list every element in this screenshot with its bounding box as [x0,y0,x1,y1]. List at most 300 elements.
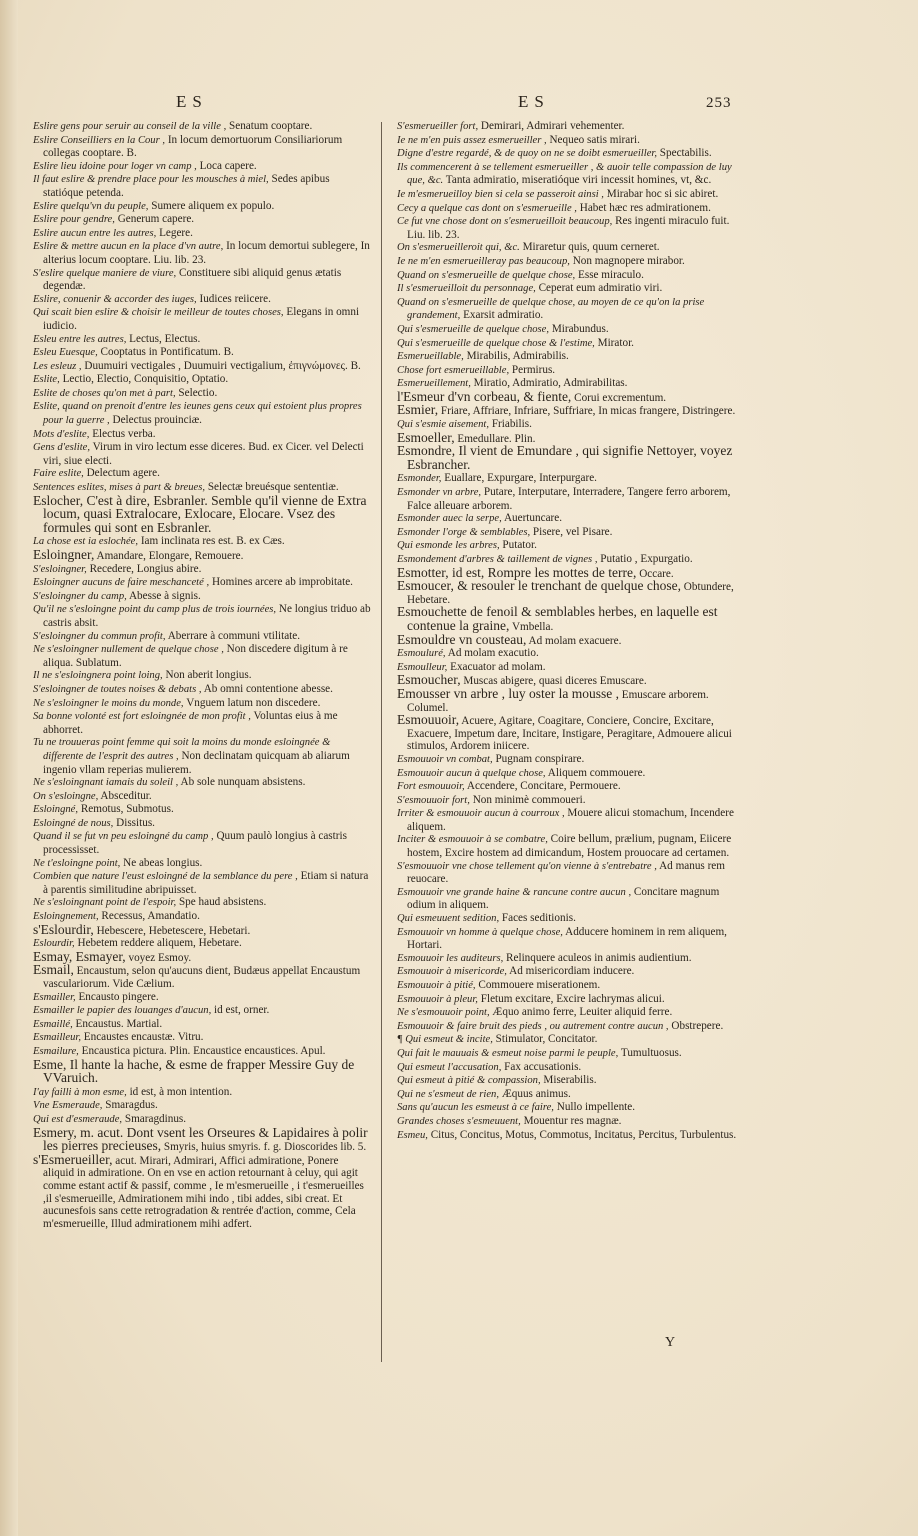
dictionary-entry [397,241,742,255]
entry-translation: Ne longius triduo ab castris absit. [43,603,371,629]
entry-translation: Vmbella. [511,620,554,633]
entry-translation: Absceditur. [100,789,152,802]
dictionary-entry [397,606,742,633]
entry-headword: Esloingner, [33,547,95,562]
entry-translation: Mouere alicui stomachum, Incendere aliquem. [407,807,734,833]
entry-headword: Esmerueillement, [397,378,471,390]
entry-headword: Esloingné, [33,804,79,816]
entry-headword: I'ay failli à mon esme, [33,1086,127,1098]
entry-headword: Grandes choses s'esmeuuent, [397,1115,521,1127]
dictionary-entry [397,794,742,808]
entry-headword: Esmoucher, [397,672,461,688]
entry-translation: Encaustum, selon qu'aucuns dient, Budæus appellat Encaustum vasculariorum. Vide Cælium. [43,965,361,990]
entry-translation: Iudices reiicere. [199,292,271,305]
entry-translation: Virum in viro lectum esse diceres. Bud. ex Cicer. vel Delecti viri, siue electi. [43,441,364,467]
dictionary-entry [33,736,371,776]
entry-translation: Aliquem commouere. [547,766,646,779]
column-divider [381,122,382,1362]
entry-headword: Esmouchette de fenoil & semblables herbes, en laquelle est contenue la graine, [397,604,718,633]
dictionary-entry [397,912,742,926]
entry-headword: Qui est d'esmeraude, [33,1113,123,1125]
dictionary-entry [33,467,371,481]
dictionary-entry [397,147,742,161]
entry-headword: Eslite, [33,374,60,386]
dictionary-entry [397,647,742,661]
entry-translation: Miraretur quis, quum cerneret. [522,241,660,254]
dictionary-entry [33,213,371,227]
entry-translation: Res ingenti miraculo fuit. Liu. lib. 23. [407,215,730,241]
entry-translation: Mirabar hoc si sic abiret. [606,187,719,200]
entry-translation: Encaustes encaustæ. Vitru. [83,1031,204,1044]
page-spine-shadow [0,0,18,1536]
entry-translation: Fax accusationis. [504,1060,582,1073]
entry-headword: La chose est ia eslochée, [33,536,139,548]
entry-translation: Ne abeas longius. [123,856,203,869]
entry-translation: Fletum excitare, Excire lachrymas alicui. [480,992,665,1005]
dictionary-entry [397,364,742,378]
dictionary-entry [397,188,742,202]
entry-headword: Esmouuoir aucun à quelque chose, [397,767,546,779]
dictionary-entry [397,685,742,714]
entry-headword: Esmoucer, & resouler le trenchant de quelque chose, [397,578,681,594]
entry-translation: Encausto pingere. [78,990,159,1003]
dictionary-entry [33,669,371,683]
entry-headword: On s'esloingne, [33,790,99,802]
entry-headword: Il ne s'esloingnera point loing, [33,670,163,682]
dictionary-entry [33,227,371,241]
entry-translation: Homines arcere ab improbitate. [211,576,353,589]
signature-mark: Y [665,1335,676,1350]
dictionary-entry [33,790,371,804]
entry-translation: Emedullare. Plin. [457,432,536,445]
entry-headword: Sans qu'aucun les esmeust à ce faire, [397,1102,554,1114]
entry-headword: S'esloingner de toutes noises & debats , [33,683,202,695]
dictionary-entry [397,1033,742,1047]
entry-headword: Eslite, quand on prenoit d'entre les ieunes gens ceux qui estoient plus propres pour la guerre , [33,401,362,427]
entry-translation: Delectum agere. [86,467,160,480]
entry-translation: Demirari, Admirari vehementer. [480,120,625,132]
entry-translation: Hebescere, Hebetescere, Hebetari. [96,924,251,937]
entry-headword: Ne s'esloingnant point de l'espoir, [33,897,177,909]
dictionary-entry [33,1018,371,1032]
entry-headword: Esmouuoir vn combat, [397,753,493,765]
dictionary-entry [33,830,371,856]
entry-headword: Qui s'esmerueille de quelque chose, [397,323,550,335]
entry-translation: Iam inclinata res est. B. ex Cæs. [140,535,285,548]
entry-headword: Esmonder, [397,473,442,485]
dictionary-entry [397,445,742,472]
entry-translation: Recessus, Amandatio. [101,910,200,923]
entry-headword: Faire eslite, [33,468,84,480]
entry-headword: Esmouuoir & faire bruit des pieds , ou autrement contre aucun , [397,1020,669,1032]
entry-headword: Qui ne s'esmeut de rien, [397,1088,500,1100]
entry-headword: s'Eslourdir, [33,921,94,937]
entry-headword: Ne s'esloingnant iamais du soleil , [33,777,179,789]
entry-headword: Quand on s'esmerueille de quelque chose, [397,269,576,281]
entry-headword: Esmeu, [397,1129,428,1141]
entry-headword: Esmery, m. acut. Dont vsent les Orseures & Lapidaires à polir les pierres precieuses, [33,1124,368,1154]
dictionary-entry [33,267,371,293]
entry-translation: Dissitus. [116,816,155,829]
entry-translation: Smyris, huius smyris. f. g. Dioscorides lib. 5. [163,1141,367,1154]
entry-translation: Acuere, Agitare, Coagitare, Conciere, Concire, Excitare, Exacuere, Impetum dare, Incitare, Instigare, Peragitare, Admouere alicui stimulos, Ardorem iniicere. [407,715,732,753]
dictionary-entry [397,388,742,405]
entry-headword: S'esloingner du camp, [33,590,127,602]
entry-headword: Ils commencerent à se tellement esmerueiller , & auoir telle compassion de luy que, &c. [397,161,732,187]
entry-headword: Combien que nature l'eust esloingné de la semblance du pere , [33,871,298,883]
entry-headword: Les esleuz , [33,360,82,372]
dictionary-entry [33,857,371,871]
dictionary-entry [397,350,742,364]
dictionary-entry [33,643,371,669]
entry-translation: Recedere, Longius abire. [89,562,202,575]
dictionary-entry [397,1006,742,1020]
entry-headword: Esloingnement, [33,911,99,923]
entry-translation: Non aberit longius. [165,669,252,682]
dictionary-entry [33,306,371,332]
entry-headword: Esmouuoir les auditeurs, [397,952,504,964]
dictionary-entry [33,360,371,374]
page-number: 253 [706,95,732,111]
dictionary-entry [397,886,742,912]
dictionary-entry [397,134,742,148]
dictionary-entry [33,373,371,387]
entry-headword: Esmouuoir vn homme à quelque chose, [397,926,563,938]
dictionary-entry [397,1088,742,1102]
entry-translation: Euallare, Expurgare, Interpurgare. [444,472,597,485]
dictionary-entry [397,337,742,351]
dictionary-entry [33,333,371,347]
entry-translation: Pugnam conspirare. [495,752,585,765]
entry-translation: id est, orner. [214,1004,270,1017]
entry-headword: Sentences eslites, mises à part & breues, [33,482,206,494]
entry-headword: Esmouuoir vne grande haine & rancune contre aucun , [397,886,632,898]
entry-headword: Esmailler, [33,991,76,1003]
entry-headword: Irriter & esmouuoir aucun à courroux , [397,808,565,820]
entry-translation: Auertuncare. [503,512,563,525]
entry-headword: Gens d'eslite, [33,442,90,454]
entry-headword: Esme, Il hante la hache, & esme de frapper Messire Guy de VVaruich. [33,1056,355,1086]
entry-translation: Non minimè commoueri. [472,793,586,806]
dictionary-entry [33,441,371,467]
entry-headword: Eslire Conseilliers en la Cour , [33,134,166,146]
dictionary-entry [397,1074,742,1088]
dictionary-entry [33,293,371,307]
entry-headword: Esleu entre les autres, [33,333,127,345]
dictionary-entry [33,428,371,442]
dictionary-entry [397,926,742,952]
dictionary-entry [397,282,742,296]
entry-headword: Tu ne trouueras point femme qui soit la moins du monde esloingnée & differente de l'esprit des autres , [33,737,331,762]
entry-translation: Tanta admiratio, miseratióque viri incessit homines, vt, &c. [445,174,712,187]
dictionary-entry [33,576,371,590]
entry-headword: Esmondement d'arbres & taillement de vignes , [397,554,598,565]
entry-translation: Generum capere. [117,213,195,226]
entry-translation: Ceperat eum admiratio viri. [538,282,663,295]
entry-translation: Non discedere digitum à re aliqua. Sublatum. [43,643,348,669]
dictionary-entry [33,921,371,938]
entry-headword: Digne d'estre regardé, & de quoy on ne se doibt esmerueiller, [397,148,657,160]
entry-headword: Inciter & esmouuoir à se combatre, [397,834,548,846]
dictionary-entry [33,776,371,790]
entry-translation: Obstrepere. [671,1019,724,1032]
entry-translation: Electus verba. [92,427,156,440]
entry-translation: Stimulator, Concitator. [495,1033,598,1046]
dictionary-entry [33,590,371,604]
entry-translation: Miratio, Admiratio, Admirabilitas. [473,377,628,390]
entry-translation: Miserabilis. [543,1074,597,1087]
entry-translation: Obtundere, Hebetare. [407,581,734,606]
entry-headword: Esmoulleur, [397,661,448,673]
entry-translation: Exacuator ad molam. [450,660,546,673]
entry-headword: Ce fut vne chose dont on s'esmerueilloit beaucoup, [397,216,613,228]
running-head-left: ES [176,92,208,111]
entry-translation: Ad manus rem reuocare. [407,859,725,886]
dictionary-entry [33,710,371,736]
entry-translation: Mirabilis, Admirabilis. [466,350,569,363]
dictionary-entry [33,630,371,644]
dictionary-entry [33,803,371,817]
dictionary-entry [33,400,371,427]
entry-headword: Eslire gens pour seruir au conseil de la ville , [33,121,227,132]
dictionary-entry [397,860,742,886]
dictionary-entry [33,697,371,711]
entry-headword: ¶ Qui esmeut & incite, [397,1034,493,1046]
entry-headword: Esmailure, [33,1045,79,1057]
entry-headword: Esmotter, id est, Rompre les mottes de terre, [397,564,637,580]
entry-headword: Eslocher, C'est à dire, Esbranler. Semble qu'il vienne de Extra locum, quasi Extralocare, Exlocare, Elocare. Vsez des formules qui sont en Esbranler. [33,492,367,535]
entry-headword: Fort esmouuoir, [397,781,465,793]
dictionary-entry [397,526,742,540]
entry-translation: Friare, Affriare, Infriare, Suffriare, In micas frangere, Distringere. [440,405,736,418]
entry-headword: Quand on s'esmerueille de quelque chose, au moyen de ce qu'on la prise grandement, [397,296,705,322]
entry-translation: Loca capere. [199,159,257,172]
entry-translation: Faces seditionis. [501,912,576,925]
dictionary-entry [397,580,742,606]
entry-translation: Coire bellum, prælium, pugnam, Eiicere hostem, Excire hostem ad dimicandum, Hostem prouocare ad certamen. [407,833,732,860]
entry-translation: Spectabilis. [659,147,712,160]
entry-headword: Esmerueillable, [397,351,464,363]
entry-headword: Esmouldre vn cousteau, [397,631,527,647]
entry-translation: Smaragdus. [105,1099,158,1112]
entry-translation: Nullo impellente. [556,1101,636,1114]
entry-translation: Mirabundus. [551,322,609,335]
entry-headword: Qui scait bien eslire & choisir le meilleur de toutes choses, [33,307,284,319]
dictionary-entry [397,512,742,526]
entry-translation: Accendere, Concitare, Permouere. [466,780,621,793]
entry-headword: l'Esmeur d'vn corbeau, & fiente, [397,388,572,404]
entry-translation: Permirus. [511,363,556,376]
dictionary-entry [33,160,371,174]
entry-translation: Constituere sibi aliquid genus ætatis degendæ. [43,266,342,293]
entry-headword: Ne s'esmouuoir point, [397,1007,490,1019]
entry-translation: Etiam si natura à parentis similitudine abripuisset. [43,870,369,896]
dictionary-entry [33,1056,371,1086]
entry-headword: Chose fort esmerueillable, [397,364,510,376]
dictionary-entry [397,952,742,966]
dictionary-entry [397,1129,742,1143]
entry-translation: In locum demortuorum Consiliariorum collegas cooptare. B. [43,133,343,160]
entry-headword: Ie ne m'en puis assez esmerueiller , [397,134,547,146]
entry-translation: Aberrare à communi vtilitate. [167,629,301,642]
entry-translation: Nequeo satis mirari. [549,133,640,146]
entry-translation: Exarsit admiratio. [463,309,544,322]
entry-headword: Esmaillé, [33,1018,73,1030]
entry-translation: Sedes apibus statióque petenda. [43,173,330,199]
dictionary-entry [397,1115,742,1129]
dictionary-entry [33,200,371,214]
entry-headword: S'esloingner du commun profit, [33,630,166,642]
entry-headword: Ne s'esloingner le moins du monde, [33,697,184,709]
entry-translation: Duumuiri vectigales , Duumuiri vectigalium, ἐπιγνώμονες. B. [84,359,361,372]
entry-translation: Encaustica pictura. Plin. Encaustice encaustices. Apul. [81,1044,326,1057]
entry-headword: Cecy a quelque cas dont on s'esmerueille , [397,202,577,214]
entry-translation: Lectus, Electus. [129,332,201,345]
dictionary-entry [397,215,742,241]
entry-headword: Qui s'esmerueille de quelque chose & l'estime, [397,337,595,349]
entry-translation: Non magnopere mirabor. [572,254,685,267]
dictionary-entry [397,539,742,553]
entry-translation: Æquo animo ferre, Leuiter aliquid ferre. [492,1006,673,1019]
entry-headword: Eslire pour gendre, [33,214,115,226]
entry-headword: s'Esmerueiller, [33,1151,113,1167]
entry-translation: Friabilis. [491,418,532,431]
entry-headword: Qui esmeuuent sedition, [397,913,500,925]
entry-translation: Lectio, Electio, Conquisitio, Optatio. [62,373,229,386]
entry-headword: Emousser vn arbre , luy oster la mousse , [397,685,619,701]
entry-headword: Esmoeller, [397,429,455,445]
entry-translation: Senatum cooptare. [229,120,313,132]
entry-translation: Tumultuosus. [620,1046,682,1059]
entry-translation: Occare. [639,567,674,580]
entry-headword: Esmail, [33,962,74,978]
entry-translation: Amandare, Elongare, Remouere. [96,550,244,562]
dictionary-entry [397,1047,742,1061]
entry-translation: Habet hæc res admirationem. [579,201,711,214]
entry-translation: Smaragdinus. [124,1112,187,1125]
dictionary-entry [33,134,371,160]
entry-headword: Esloingné de nous, [33,817,114,829]
running-head-right: ES [518,92,550,111]
entry-translation: Commouere miserationem. [478,979,601,991]
entry-headword: Esmay, Esmayer, [33,948,126,964]
entry-translation: Selectæ breuésque sententiæ. [207,481,339,494]
dictionary-entry [33,346,371,360]
entry-headword: Ne t'esloingne point, [33,857,121,869]
dictionary-entry [397,979,742,993]
dictionary-entry [397,833,742,859]
dictionary-entry [397,993,742,1007]
entry-translation: Spe haud absistens. [178,896,267,909]
dictionary-entry [33,1099,371,1113]
entry-translation: Ab omni contentione abesse. [203,682,333,695]
dictionary-entry [397,767,742,781]
entry-translation: Elegans in omni iudicio. [43,306,360,332]
entry-translation: Non declinatam quicquam ab aliarum ingenio vllam reperias mulierem. [43,749,350,776]
dictionary-entry [33,896,371,910]
entry-translation: In locum demortui sublegere, In alterius locum cooptare. Liu. lib. 23. [43,240,370,266]
dictionary-entry [397,296,742,323]
entry-translation: Adducere hominem in rem aliquem, Hortari. [407,925,727,952]
dictionary-entry [397,404,742,418]
dictionary-entry [397,120,742,134]
dictionary-entry [397,1061,742,1075]
dictionary-entry [33,1004,371,1018]
dictionary-entry [33,240,371,266]
entry-translation: Ad molam exacutio. [447,647,539,660]
entry-translation: Selectio. [178,386,218,399]
dictionary-entry [397,714,742,753]
left-column [33,120,371,1230]
entry-headword: Eslire quelqu'vn du peuple, [33,200,149,212]
dictionary-entry [33,683,371,697]
entry-headword: S'esmouuoir vne chose tellement qu'on vienne à s'entrebatre , [397,860,657,872]
entry-translation: voyez Esmoy. [128,951,192,964]
entry-translation: Putare, Interputare, Interradere, Tangere ferro arborem, Falce alleuare arborem. [407,486,731,512]
dictionary-entry [397,965,742,979]
dictionary-entry [33,1086,371,1100]
dictionary-entry [33,563,371,577]
entry-headword: Esleu Euesque, [33,347,98,359]
entry-headword: Quand il se fut vn peu esloingné du camp , [33,831,214,843]
entry-headword: Esmonder auec la serpe, [397,513,502,525]
entry-translation: Ad misericordiam inducere. [509,965,635,978]
entry-translation: Putatio , Expurgatio. [600,553,693,565]
dictionary-entry [397,472,742,486]
entry-translation: Esse miraculo. [578,268,644,281]
entry-translation: Pisere, vel Pisare. [532,525,613,538]
entry-translation: Emuscare arborem. Columel. [407,688,709,714]
entry-translation: Muscas abigere, quasi diceres Emuscare. [463,675,647,688]
entry-headword: Eslire lieu idoine pour loger vn camp , [33,160,197,172]
dictionary-entry [33,870,371,896]
dictionary-entry [33,1031,371,1045]
entry-headword: Ne s'esloingner nullement de quelque chose , [33,644,224,656]
entry-translation: Delectus prouinciæ. [112,414,202,427]
dictionary-entry [397,269,742,283]
dictionary-entry [33,549,371,563]
entry-headword: Esmonder l'orge & semblables, [397,526,531,538]
entry-headword: Esmouluré, [397,648,446,660]
entry-headword: S'eslire quelque maniere de viure, [33,267,177,279]
entry-headword: Eslite de choses qu'on met à part, [33,387,176,399]
dictionary-entry [33,492,371,536]
dictionary-entry [397,161,742,188]
dictionary-entry [397,807,742,833]
entry-headword: Qu'il ne s'esloingne point du camp plus de trois iournées, [33,604,277,616]
entry-translation: Mouentur res magnæ. [523,1114,622,1127]
entry-headword: Il s'esmerueilloit du personnage, [397,283,536,295]
entry-translation: Putator. [502,539,537,552]
entry-translation: Voluntas eius à me abhorret. [43,710,338,736]
dictionary-entry [397,753,742,767]
entry-headword: On s'esmerueilleroit qui, &c. [397,242,520,254]
entry-headword: Eslourdir, [33,938,75,950]
entry-headword: Il faut eslire & prendre place pour les mousches à miel, [33,174,269,186]
dictionary-entry [33,817,371,831]
entry-translation: Mirator. [597,336,634,349]
entry-translation: Vnguem latum non discedere. [186,696,321,709]
entry-headword: S'esmouuoir fort, [397,794,470,806]
entry-headword: Vne Esmeraude, [33,1100,103,1112]
entry-translation: Remotus, Submotus. [80,803,174,816]
entry-headword: Esmailleur, [33,1032,81,1044]
entry-headword: Qui s'esmie aisement, [397,419,490,431]
entry-headword: Qui fait le mauuais & esmeut noise parmi le peuple, [397,1047,619,1059]
entry-headword: Esmouuoir à pleur, [397,993,478,1005]
entry-headword: Esmondre, Il vient de Emundare , qui signifie Nettoyer, voyez Esbrancher. [397,443,733,472]
dictionary-entry [397,323,742,337]
